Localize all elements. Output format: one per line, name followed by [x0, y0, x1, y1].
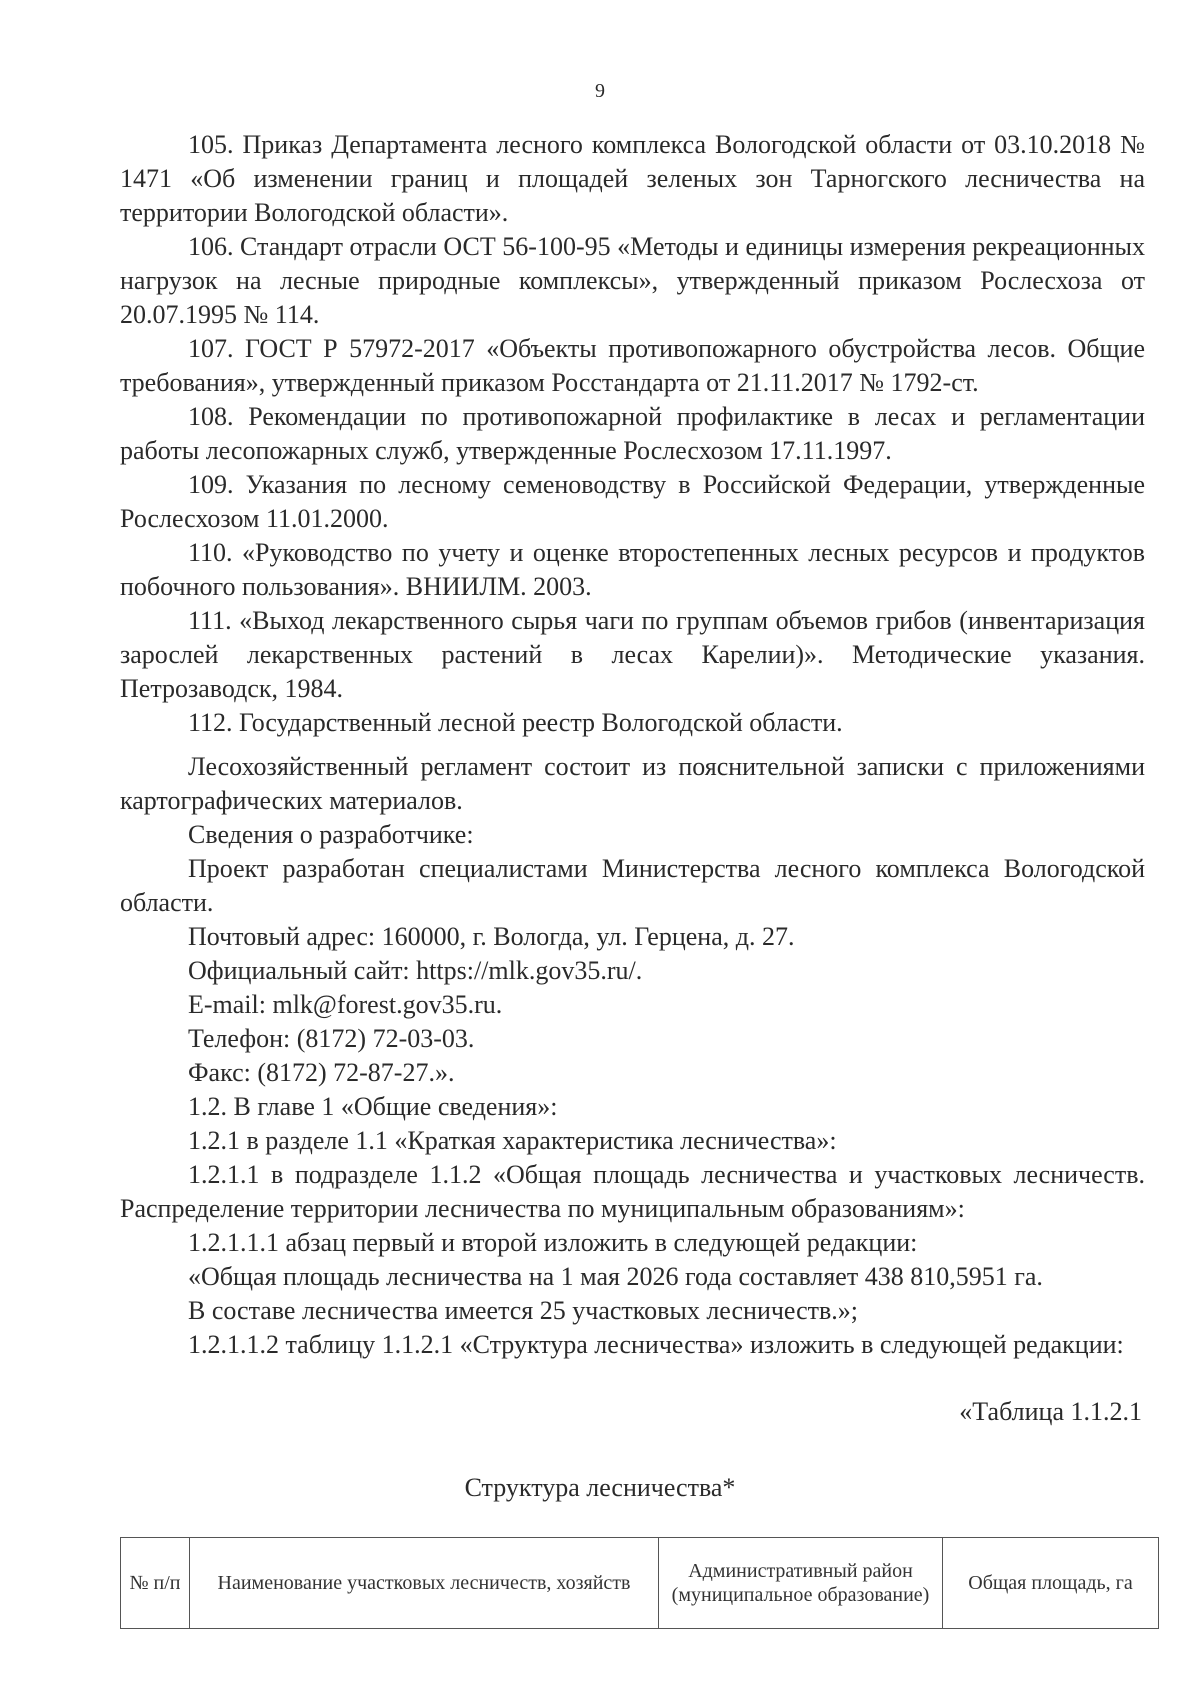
paragraph: 111. «Выход лекарственного сырья чаги по группам объемов грибов (инвентаризация зарослей лекарственных растений в лесах Карелии)». Методические указания. Петрозаводск, 1984. — [120, 606, 1145, 703]
table-header-row — [121, 1538, 1159, 1629]
website: Официальный сайт: https://mlk.gov35.ru/. — [188, 956, 643, 985]
paragraph: 107. ГОСТ Р 57972-2017 «Объекты противопожарного обустройства лесов. Общие требования», утвержденный приказом Росстандарта от 21.11.2017 № 1792-ст. — [120, 334, 1145, 397]
paragraph: 1.2.1.1 в подразделе 1.1.2 «Общая площадь лесничества и участковых лесничеств. Распределение территории лесничества по муниципальным образованиям»: — [120, 1160, 1145, 1223]
column-header: Наименование участковых лесничеств, хозяйств — [190, 1538, 659, 1629]
paragraph: 1.2.1 в разделе 1.1 «Краткая характеристика лесничества»: — [188, 1126, 837, 1155]
document-body — [120, 128, 1145, 1362]
paragraph: 108. Рекомендации по противопожарной профилактике в лесах и регламентации работы лесопожарных служб, утвержденные Рослесхозом 17.11.1997. — [120, 402, 1145, 465]
paragraph: 112. Государственный лесной реестр Вологодской области. — [188, 708, 843, 737]
table-caption: Структура лесничества* — [464, 1473, 736, 1502]
paragraph: В составе лесничества имеется 25 участковых лесничеств.»; — [188, 1296, 859, 1325]
paragraph: «Общая площадь лесничества на 1 мая 2026 года составляет 438 810,5951 га. — [188, 1262, 1043, 1291]
paragraph: 1.2. В главе 1 «Общие сведения»: — [188, 1092, 558, 1121]
paragraph: 1.2.1.1.2 таблицу 1.1.2.1 «Структура лесничества» изложить в следующей редакции: — [188, 1330, 1124, 1359]
page-number: 9 — [595, 80, 605, 102]
paragraph: 105. Приказ Департамента лесного комплекса Вологодской области от 03.10.2018 № 1471 «Об изменении границ и площадей зеленых зон Тарногского лесничества на территории Вологодской области». — [120, 130, 1145, 227]
column-header: Общая площадь, га — [943, 1538, 1159, 1629]
column-header: № п/п — [121, 1538, 190, 1629]
table-label: «Таблица 1.1.2.1 — [959, 1397, 1142, 1426]
paragraph: 110. «Руководство по учету и оценке второстепенных лесных ресурсов и продуктов побочного пользования». ВНИИЛМ. 2003. — [120, 538, 1145, 601]
structure-table — [120, 1537, 1159, 1629]
phone: Телефон: (8172) 72-03-03. — [188, 1024, 475, 1053]
fax: Факс: (8172) 72-87-27.». — [188, 1058, 455, 1087]
paragraph: 106. Стандарт отрасли ОСТ 56-100-95 «Методы и единицы измерения рекреационных нагрузок на лесные природные комплексы», утвержденный приказом Рослесхоза от 20.07.1995 № 114. — [120, 232, 1145, 329]
email: E-mail: mlk@forest.gov35.ru. — [188, 990, 503, 1019]
developer-heading: Сведения о разработчике: — [188, 820, 474, 849]
column-header: Административный район (муниципальное образование) — [659, 1538, 943, 1629]
paragraph: 1.2.1.1.1 абзац первый и второй изложить в следующей редакции: — [188, 1228, 918, 1257]
paragraph: Проект разработан специалистами Министерства лесного комплекса Вологодской области. — [120, 854, 1145, 917]
paragraph: Лесохозяйственный регламент состоит из пояснительной записки с приложениями картографических материалов. — [120, 752, 1145, 815]
postal-address: Почтовый адрес: 160000, г. Вологда, ул. Герцена, д. 27. — [188, 922, 795, 951]
spacer — [120, 740, 1145, 750]
paragraph: 109. Указания по лесному семеноводству в Российской Федерации, утвержденные Рослесхозом 11.01.2000. — [120, 470, 1145, 533]
